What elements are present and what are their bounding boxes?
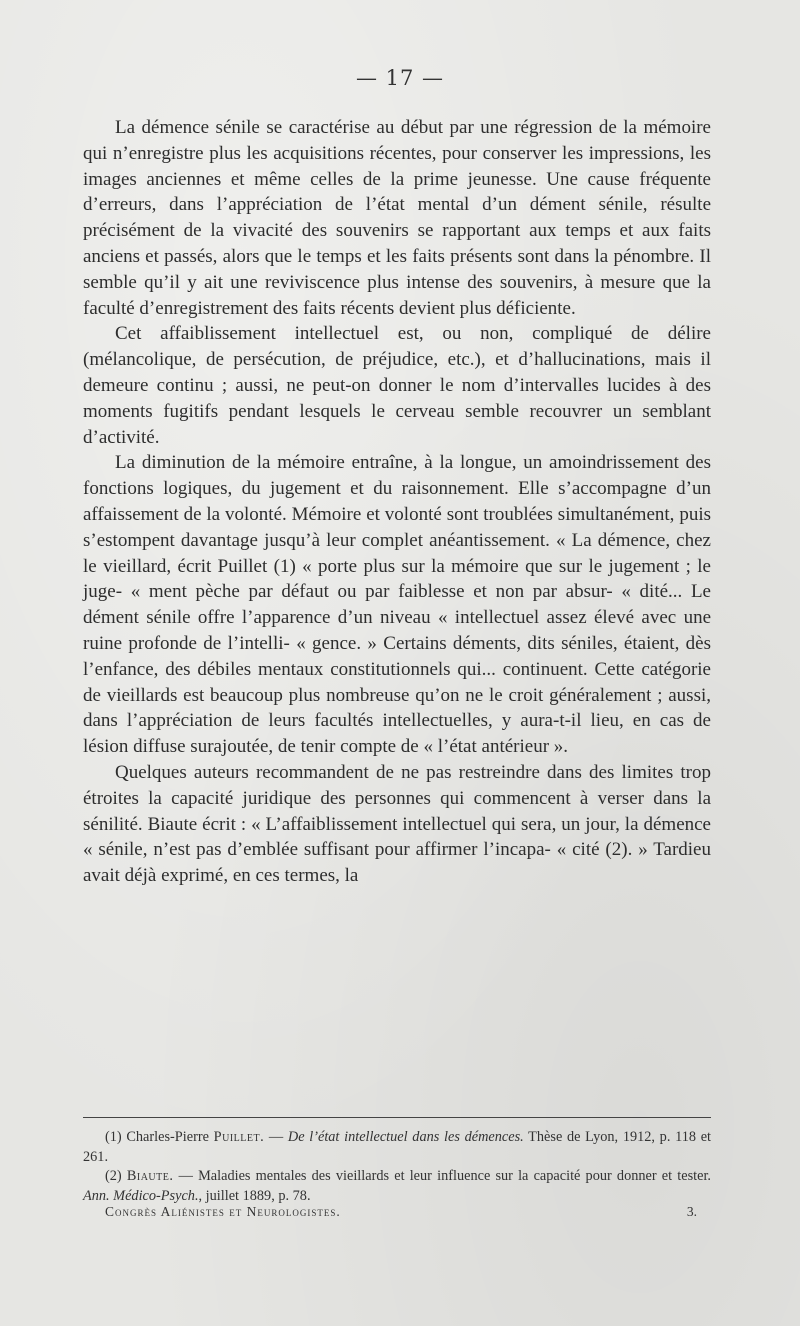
paragraph-3: La diminution de la mémoire entraîne, à la longue, un amoindrissement des fonctions logiques, du jugement et du raisonnement. Elle s’accompagne d’un affaissement de la volonté. Mémoire et volonté sont troublées simultanément, puis s’estompent davantage jusqu’à leur complet anéantissement. « La démence, chez le vieillard, écrit Puillet (1) « porte plus sur la mémoire que sur le jugement ; le juge- « ment pèche par défaut ou par faiblesse et non par absur- « dité... Le dément sénile offre l’apparence d’un niveau « intellectuel assez élevé avec une ruine profonde de l’intelli- « gence. » Certains déments, dits séniles, étaient, dès l’enfance, des débiles mentaux constitutionnels qui... continuent. Cette catégorie de vieillards est beaucoup plus nombreuse qu’on ne le croit généralement ; aussi, dans l’appréciation de leurs facultés intellectuelles, y aura-t-il lieu, en cas de lésion diffuse surajoutée, de tenir compte de « l’état antérieur ». — [83, 452, 711, 758]
body-text — [83, 115, 711, 889]
paragraph-4: Quelques auteurs recommandent de ne pas restreindre dans des limites trop étroites la capacité juridique des personnes qui commencent à verser dans la sénilité. Biaute écrit : « L’affaiblissement intellectuel qui sera, un jour, la démence « sénile, n’est pas d’emblée suffisant pour affirmer l’incapa- « cité (2). » Tardieu avait déjà exprimé, en ces termes, la — [83, 761, 711, 887]
footnote-2-marker: (2) — [105, 1168, 122, 1184]
footnote-separator — [83, 1117, 711, 1118]
footnote-1 — [83, 1128, 711, 1167]
page-number: — 17 — — [355, 66, 445, 90]
footnote-2 — [83, 1167, 711, 1206]
footnote-2-rest: , juillet 1889, p. 78. — [198, 1187, 311, 1204]
footnote-2-journal: Ann. Médico-Psych. — [83, 1187, 199, 1204]
signature-line — [105, 1204, 697, 1220]
footnote-1-author-last: Puillet. — [213, 1129, 265, 1145]
footnote-1-marker: (1) — [105, 1129, 122, 1145]
paragraph-1: La démence sénile se caractérise au début par une régression de la mémoire qui n’enregistre plus les acquisitions récentes, pour conserver les impressions, les images anciennes et même celles de la prime jeunesse. Une cause fréquente d’erreurs, dans l’appréciation de l’état mental d’un dément sénile, résulte précisément de la vivacité des souvenirs se rapportant aux temps et aux faits anciens et passés, alors que le temps et les faits présents sont dans la pénombre. Il semble qu’il y ait une reviviscence plus intense des souvenirs, à mesure que la faculté d’enregistrement des faits récents devient plus déficiente. — [83, 117, 711, 319]
footnote-1-dash: — — [268, 1129, 284, 1145]
footnote-2-dash: — — [178, 1168, 193, 1184]
footnote-1-author-first: Charles-Pierre — [126, 1129, 209, 1145]
signature-number: 3. — [686, 1204, 697, 1219]
footnote-1-rest: Thèse de Lyon, 1912, p. 118 et 261. — [83, 1129, 712, 1165]
footnote-2-text: Maladies mentales des vieillards et leur influence sur la capacité pour donner et tester. — [198, 1168, 712, 1184]
footnote-1-title: De l’état intellectuel dans les démences. — [287, 1129, 524, 1145]
footnote-2-author-last: Biaute. — [126, 1168, 174, 1184]
signature-title: Congrès Aliénistes et Neurologistes. — [105, 1204, 341, 1219]
footnotes — [83, 1128, 711, 1206]
paragraph-2: Cet affaiblissement intellectuel est, ou non, compliqué de délire (mélancolique, de persécution, de préjudice, etc.), et d’hallucinations, mais il demeure continu ; aussi, ne peut-on donner le nom d’intervalles lucides à des moments fugitifs pendant lesquels le cerveau semble recouvrer un semblant d’activité. — [83, 323, 711, 448]
